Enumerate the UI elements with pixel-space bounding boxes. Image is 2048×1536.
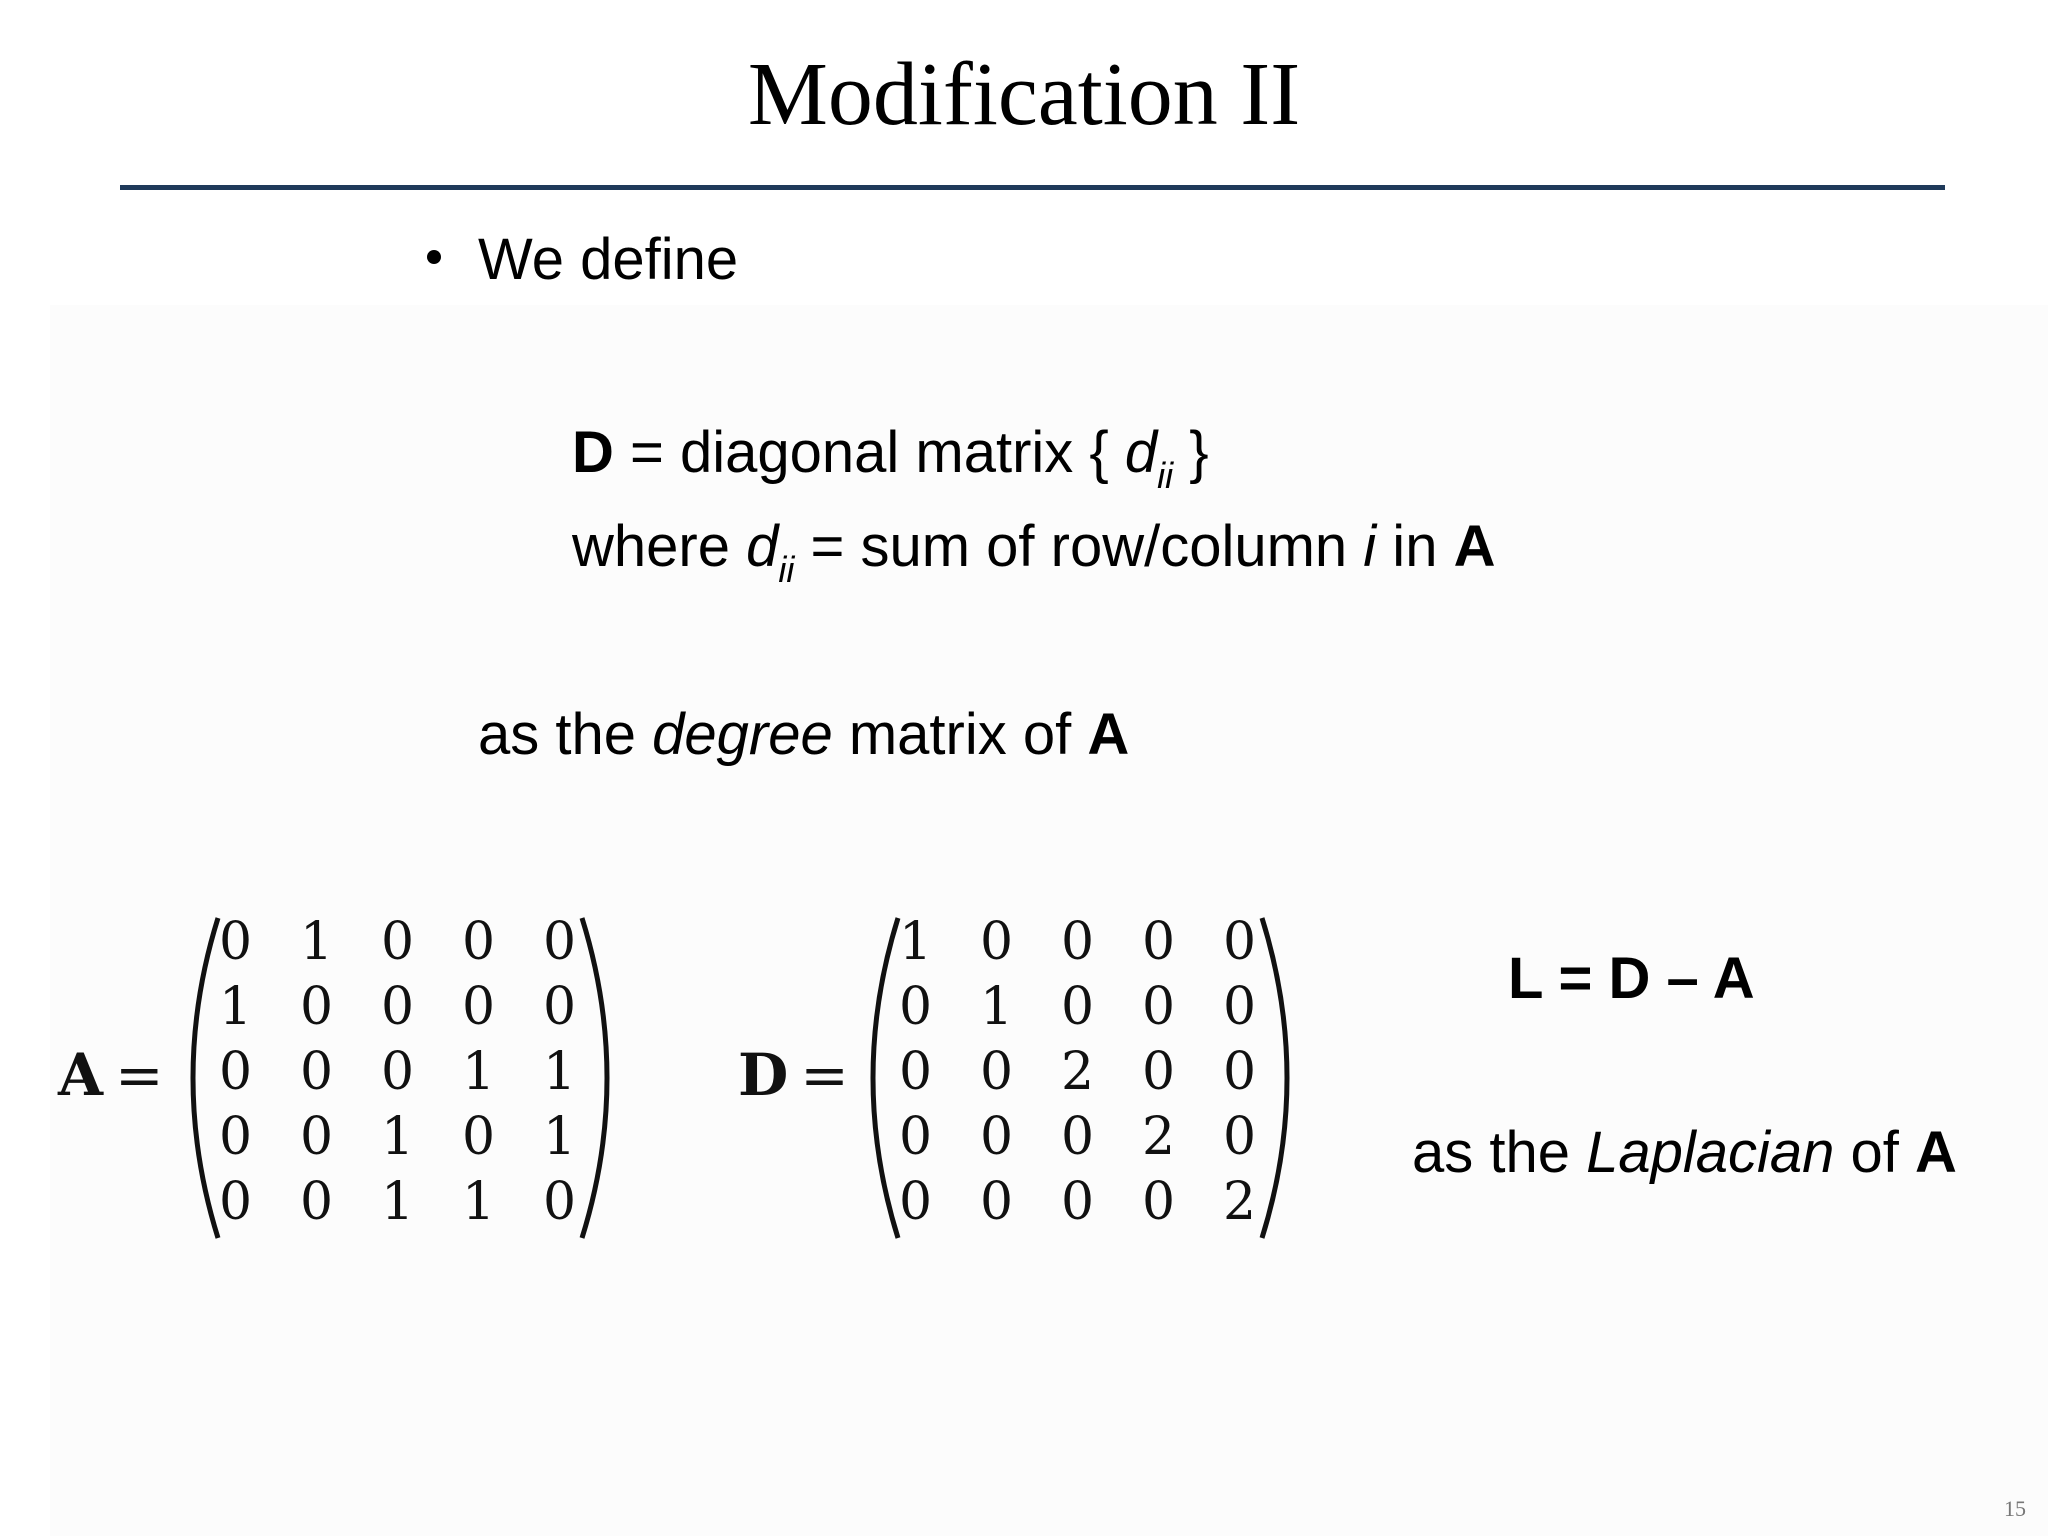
definition-var: d xyxy=(1124,420,1158,485)
matrix-cell: 0 xyxy=(218,912,253,972)
laplacian-equation: L = D – A xyxy=(1508,946,1755,1011)
matrix-cell: 0 xyxy=(542,1172,577,1232)
matrix-cell: 0 xyxy=(1060,1107,1095,1167)
where-matrix: A xyxy=(1453,514,1496,579)
degree-matrix: A xyxy=(1087,702,1130,767)
matrix-cell: 0 xyxy=(1060,977,1095,1037)
slide-title: Modification II xyxy=(747,45,1301,144)
degree-middle: matrix of xyxy=(832,702,1088,767)
matrix-d-right-paren xyxy=(1262,918,1287,1238)
matrix-cell: 0 xyxy=(979,912,1014,972)
matrix-cell: 0 xyxy=(1222,977,1257,1037)
matrix-cell: 0 xyxy=(299,1042,334,1102)
matrix-cell: 0 xyxy=(1222,1042,1257,1102)
definition-text: = diagonal matrix { xyxy=(613,420,1125,485)
matrix-d-equals: = xyxy=(800,1041,849,1109)
definition-close: } xyxy=(1173,420,1209,485)
matrix-cell: 0 xyxy=(218,1107,253,1167)
where-sub: ii xyxy=(778,549,795,590)
matrix-cell: 0 xyxy=(461,977,496,1037)
matrix-cell: 0 xyxy=(1141,1042,1176,1102)
matrix-cell: 0 xyxy=(979,1107,1014,1167)
matrix-cell: 0 xyxy=(542,977,577,1037)
matrix-cell: 1 xyxy=(299,912,334,972)
matrix-cell: 1 xyxy=(461,1172,496,1232)
matrix-cell: 0 xyxy=(979,1042,1014,1102)
matrix-cell: 1 xyxy=(380,1107,415,1167)
degree-prefix: as the xyxy=(478,702,653,767)
matrix-a-symbol: A xyxy=(58,1041,104,1109)
matrix-cell: 0 xyxy=(1222,1107,1257,1167)
matrix-cell: 0 xyxy=(1060,912,1095,972)
matrix-cell: 0 xyxy=(380,1042,415,1102)
matrix-cell: 1 xyxy=(542,1107,577,1167)
matrix-cell: 0 xyxy=(299,977,334,1037)
matrix-cell: 0 xyxy=(1222,912,1257,972)
where-var: d xyxy=(746,514,779,579)
matrix-cell: 0 xyxy=(542,912,577,972)
laplacian-matrix: A xyxy=(1915,1120,1957,1185)
matrix-cell: 0 xyxy=(979,1172,1014,1232)
matrix-cell: 0 xyxy=(218,1172,253,1232)
matrix-cell: 0 xyxy=(461,912,496,972)
matrix-cell: 0 xyxy=(1141,912,1176,972)
where-in: in xyxy=(1376,514,1454,579)
matrix-cell: 2 xyxy=(1141,1107,1176,1167)
matrix-cell: 2 xyxy=(1060,1042,1095,1102)
matrix-cell: 0 xyxy=(380,912,415,972)
matrix-cell: 0 xyxy=(299,1172,334,1232)
matrix-cell: 0 xyxy=(380,977,415,1037)
laplacian-middle: of xyxy=(1834,1120,1916,1185)
degree-italic: degree xyxy=(652,702,833,767)
where-prefix: where xyxy=(572,514,747,579)
matrix-cell: 0 xyxy=(299,1107,334,1167)
matrix-cell: 0 xyxy=(898,977,933,1037)
matrix-cell: 1 xyxy=(979,977,1014,1037)
matrix-cell: 0 xyxy=(461,1107,496,1167)
matrix-a-equals: = xyxy=(115,1041,164,1109)
matrix-d-symbol: D xyxy=(738,1041,789,1109)
matrix-cell: 0 xyxy=(1141,977,1176,1037)
matrix-cell: 0 xyxy=(898,1042,933,1102)
definition-d-symbol: D xyxy=(572,420,614,485)
bullet-text: We define xyxy=(478,227,739,292)
matrix-a-left-paren xyxy=(193,918,218,1238)
where-middle: = sum of row/column xyxy=(794,514,1364,579)
laplacian-prefix: as the xyxy=(1412,1120,1587,1185)
matrix-cell: 1 xyxy=(898,912,933,972)
matrix-cell: 1 xyxy=(218,977,253,1037)
definition-sub: ii xyxy=(1157,455,1174,496)
page-number: 15 xyxy=(2004,1496,2026,1521)
matrix-cell: 1 xyxy=(380,1172,415,1232)
matrix-cell: 0 xyxy=(1141,1172,1176,1232)
matrix-cell: 0 xyxy=(1060,1172,1095,1232)
matrix-cell: 0 xyxy=(898,1107,933,1167)
matrix-cell: 2 xyxy=(1222,1172,1257,1232)
matrix-cell: 1 xyxy=(461,1042,496,1102)
laplacian-italic: Laplacian xyxy=(1586,1120,1835,1185)
matrix-d-left-paren xyxy=(873,918,898,1238)
laplacian-line xyxy=(1412,1118,1957,1188)
matrix-a-right-paren xyxy=(582,918,607,1238)
where-index: i xyxy=(1363,514,1377,579)
matrix-cell: 0 xyxy=(218,1042,253,1102)
matrix-cell: 1 xyxy=(542,1042,577,1102)
matrix-cell: 0 xyxy=(898,1172,933,1232)
